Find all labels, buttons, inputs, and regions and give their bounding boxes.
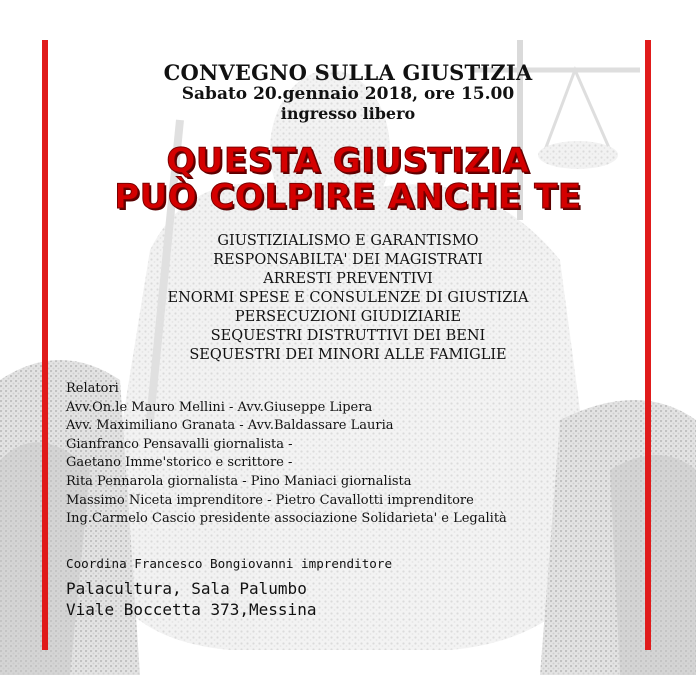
venue-line-2: Viale Boccetta 373,Messina xyxy=(66,600,317,619)
speakers-list xyxy=(66,380,507,529)
slogan-line-2: PUÒ COLPIRE ANCHE TE xyxy=(114,177,582,217)
speaker-line: Gianfranco Pensavalli giornalista - xyxy=(66,436,293,452)
event-title: CONVEGNO SULLA GIUSTIZIA xyxy=(163,60,533,85)
speaker-line: Avv. Maximiliano Granata - Avv.Baldassare Lauria xyxy=(66,418,394,434)
speakers-heading: Relatori xyxy=(66,381,119,396)
topics-list xyxy=(0,232,696,365)
slogan-line-1: QUESTA GIUSTIZIA xyxy=(166,141,530,181)
venue-address xyxy=(66,578,316,620)
event-datetime: Sabato 20.gennaio 2018, ore 15.00 xyxy=(181,84,515,104)
topic-item: PERSECUZIONI GIUDIZIARIE xyxy=(234,309,462,325)
venue-line-1: Palacultura, Sala Palumbo xyxy=(66,579,307,598)
coordinator: Coordina Francesco Bongiovanni imprenditore xyxy=(66,556,393,571)
speaker-line: Rita Pennarola giornalista - Pino Maniaci giornalista xyxy=(66,473,412,489)
speaker-line: Massimo Niceta imprenditore - Pietro Cavallotti imprenditore xyxy=(66,492,474,508)
speaker-line: Ing.Carmelo Cascio presidente associazione Solidarieta' e Legalità xyxy=(66,511,507,527)
topic-item: ENORMI SPESE E CONSULENZE DI GIUSTIZIA xyxy=(167,290,529,306)
topic-item: RESPONSABILTA' DEI MAGISTRATI xyxy=(213,252,483,268)
speaker-line: Gaetano Imme'storico e scrittore - xyxy=(66,455,293,471)
topic-item: ARRESTI PREVENTIVI xyxy=(263,271,433,287)
speaker-line: Avv.On.le Mauro Mellini - Avv.Giuseppe Lipera xyxy=(66,399,373,415)
event-entry: ingresso libero xyxy=(280,104,416,123)
topic-item: SEQUESTRI DEI MINORI ALLE FAMIGLIE xyxy=(189,347,507,363)
topic-item: SEQUESTRI DISTRUTTIVI DEI BENI xyxy=(210,328,486,344)
topic-item: GIUSTIZIALISMO E GARANTISMO xyxy=(217,233,479,249)
